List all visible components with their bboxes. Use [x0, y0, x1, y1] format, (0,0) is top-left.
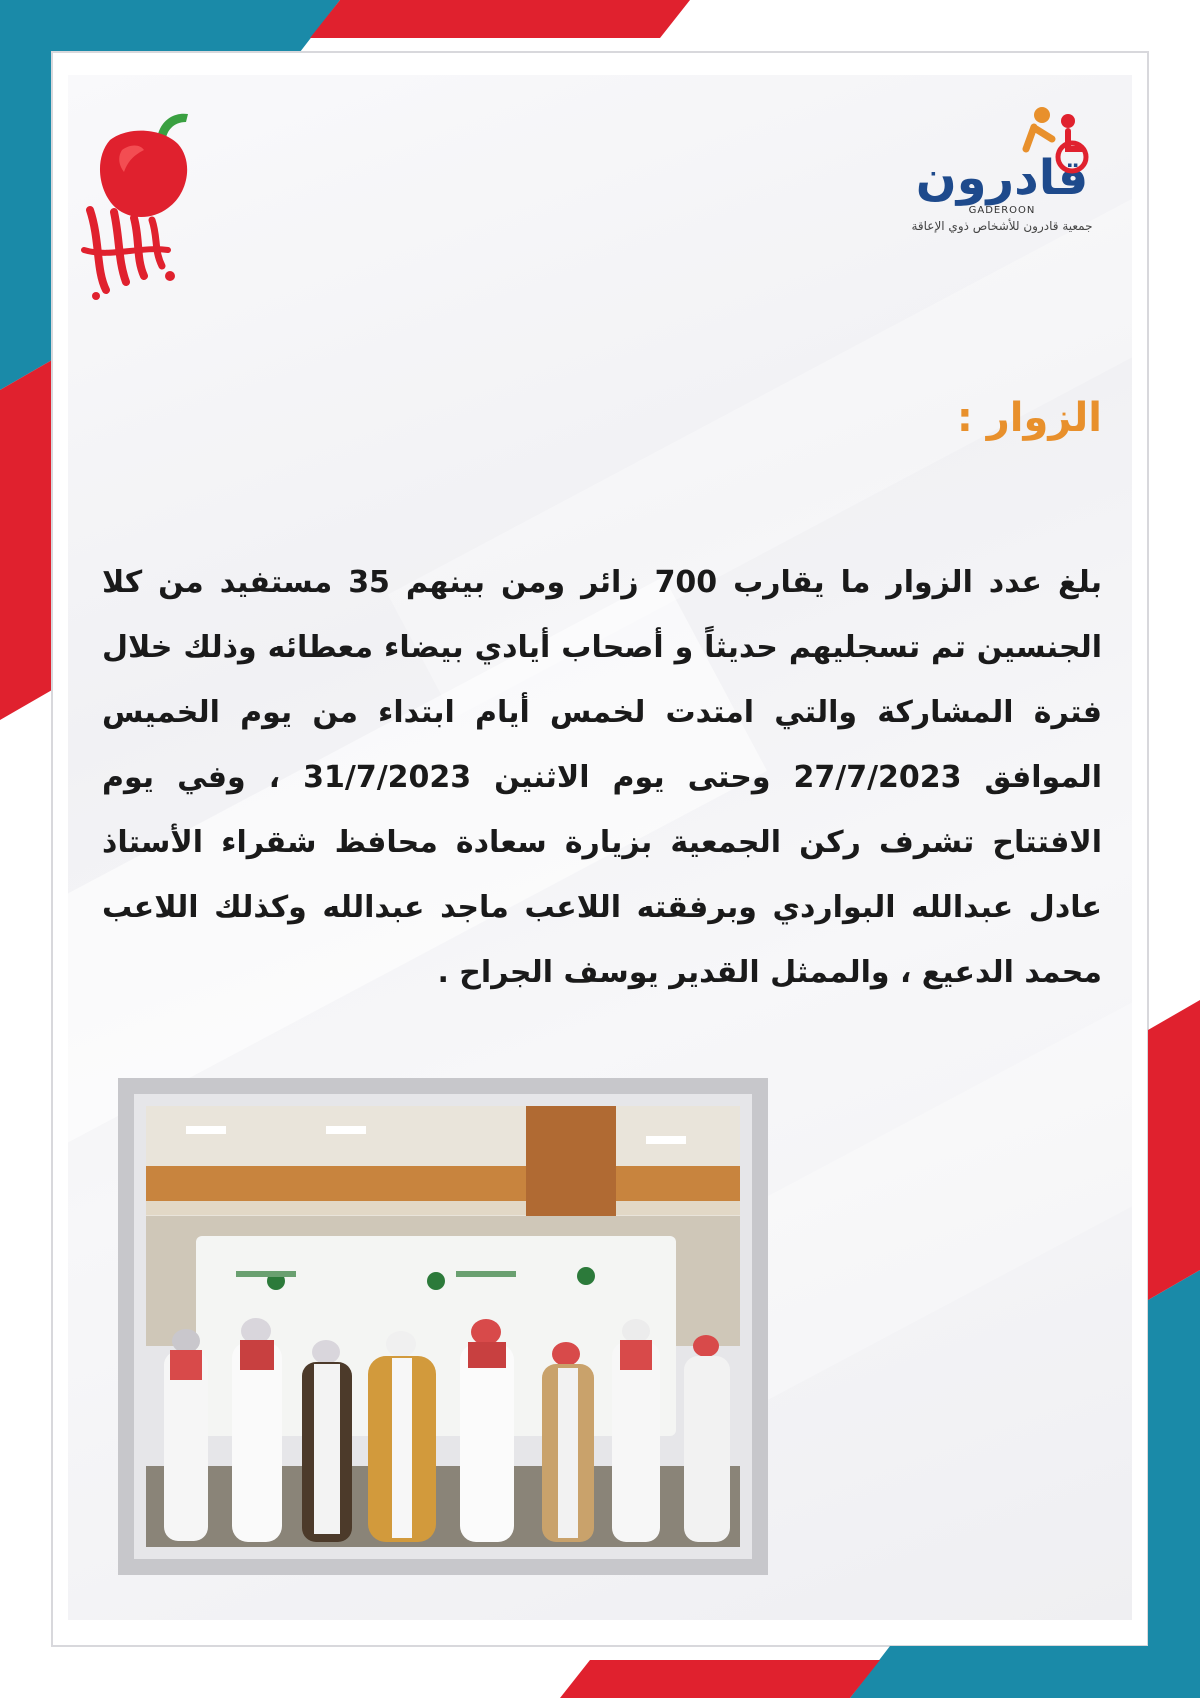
section-title: الزوار : [956, 395, 1102, 441]
body-paragraph: بلغ عدد الزوار ما يقارب 700 زائر ومن بينهم 35 مستفيد من كلا الجنسين تم تسجليهم حديثاً و أصحاب أيادي بيضاء معطائه وذلك خلال فترة المشاركة والتي امتدت لخمس أيام ابتداء من يوم الخميس الموافق 27/7/2023 وحتى يوم الاثنين 31/7/2023 ، وفي يوم الافتتاح تشرف ركن الجمعية بزيارة سعادة محافظ شقراء الأستاذ عادل عبدالله البواردي وبرفقته اللاعب ماجد عبدالله وكذلك اللاعب محمد الدعيع ، والممثل القدير يوسف الجراح . [102, 565, 1102, 990]
wheelchair-figure-icon [1012, 105, 1102, 175]
event-photo [146, 1106, 740, 1547]
pepper-logo [70, 100, 210, 300]
org-tagline: جمعية قادرون للأشخاص ذوي الإعاقة [911, 219, 1093, 233]
org-logo [902, 105, 1102, 255]
org-name: قادرون [915, 150, 1089, 206]
photo-frame [118, 1078, 768, 1575]
org-name-latin: GADEROON [968, 205, 1036, 216]
photo-mat [134, 1094, 752, 1559]
